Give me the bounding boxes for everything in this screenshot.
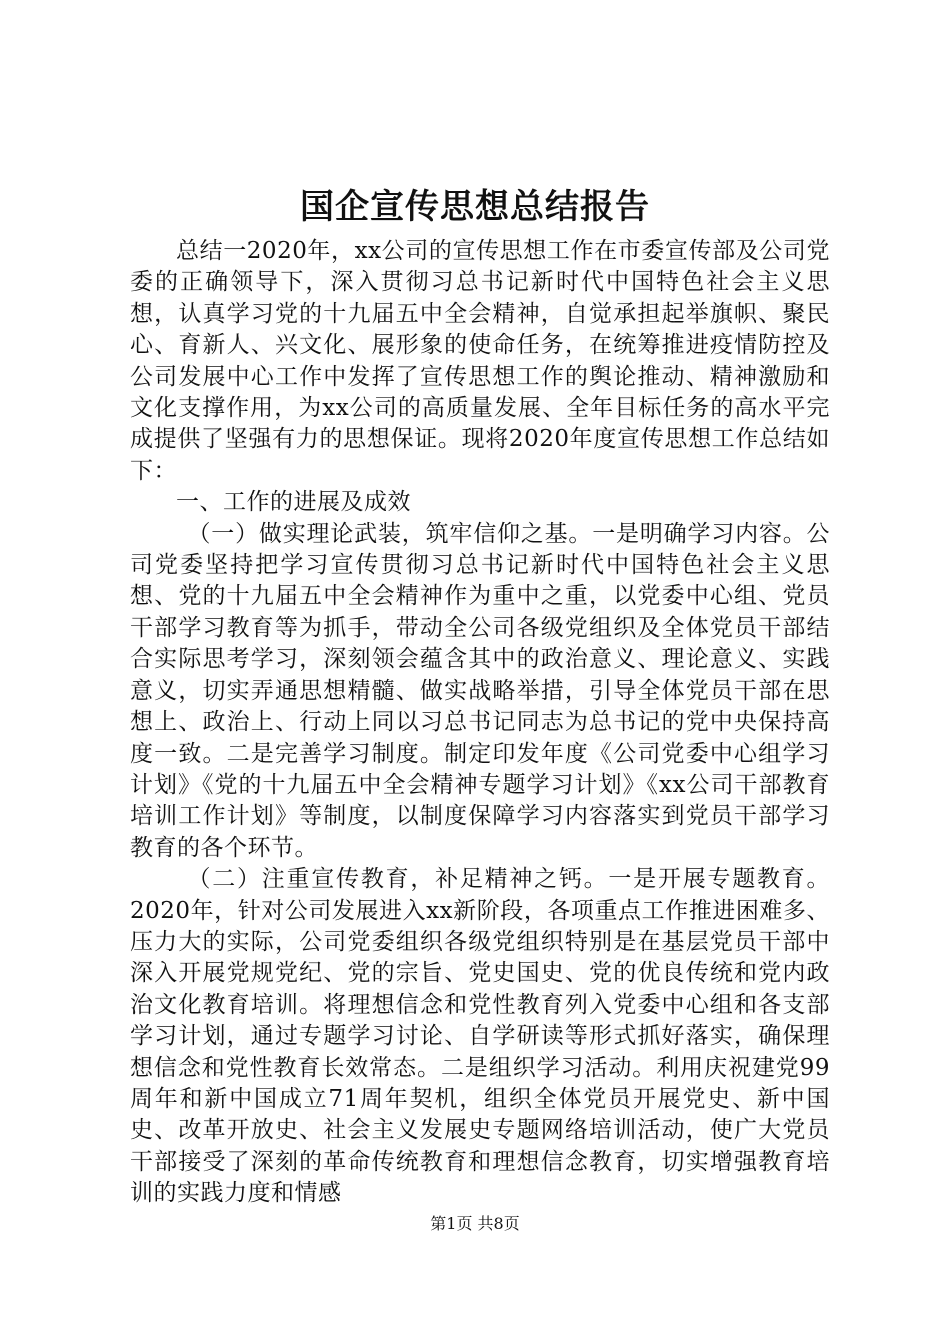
intro-paragraph: 总结一2020年，xx公司的宣传思想工作在市委宣传部及公司党委的正确领导下，深入贯彻习总书记新时代中国特色社会主义思想，认真学习党的十九届五中全会精神，自觉承担起举旗帜、聚民心、育新人、兴文化、展形象的使命任务，在统筹推进疫情防控及公司发展中心工作中发挥了宣传思想工作的舆论推动、精神激励和文化支撑作用，为xx公司的高质量发展、全年目标任务的高水平完成提供了坚强有力的思想保证。现将2020年度宣传思想工作总结如下： (130, 238, 830, 484)
page-number-footer: 第1页 共8页 (430, 1214, 520, 1233)
document-body (130, 236, 830, 1210)
document-title: 国企宣传思想总结报告 (300, 187, 650, 227)
section-heading: 一、工作的进展及成效 (176, 489, 411, 516)
subsection-paragraph-2: （二）注重宣传教育，补足精神之钙。一是开展专题教育。2020年，针对公司发展进入xx新阶段，各项重点工作推进困难多、压力大的实际，公司党委组织各级党组织特别是在基层党员干部中深入开展党规党纪、党的宗旨、党史国史、党的优良传统和党内政治文化教育培训。将理想信念和党性教育列入党委中心组和各支部学习计划，通过专题学习讨论、自学研读等形式抓好落实，确保理想信念和党性教育长效常态。二是组织学习活动。利用庆祝建党99周年和新中国成立71周年契机，组织全体党员开展党史、新中国史、改革开放史、社会主义发展史专题网络培训活动，使广大党员干部接受了深刻的革命传统教育和理想信念教育，切实增强教育培训的实践力度和情感 (130, 866, 830, 1207)
subsection-paragraph-1: （一）做实理论武装，筑牢信仰之基。一是明确学习内容。公司党委坚持把学习宣传贯彻习总书记新时代中国特色社会主义思想、党的十九届五中全会精神作为重中之重，以党委中心组、党员干部学习教育等为抓手，带动全公司各级党组织及全体党员干部结合实际思考学习，深刻领会蕴含其中的政治意义、理论意义、实践意义，切实弄通思想精髓、做实战略举措，引导全体党员干部在思想上、政治上、行动上同以习总书记同志为总书记的党中央保持高度一致。二是完善学习制度。制定印发年度《公司党委中心组学习计划》《党的十九届五中全会精神专题学习计划》《xx公司干部教育培训工作计划》等制度，以制度保障学习内容落实到党员干部学习教育的各个环节。 (130, 520, 830, 861)
